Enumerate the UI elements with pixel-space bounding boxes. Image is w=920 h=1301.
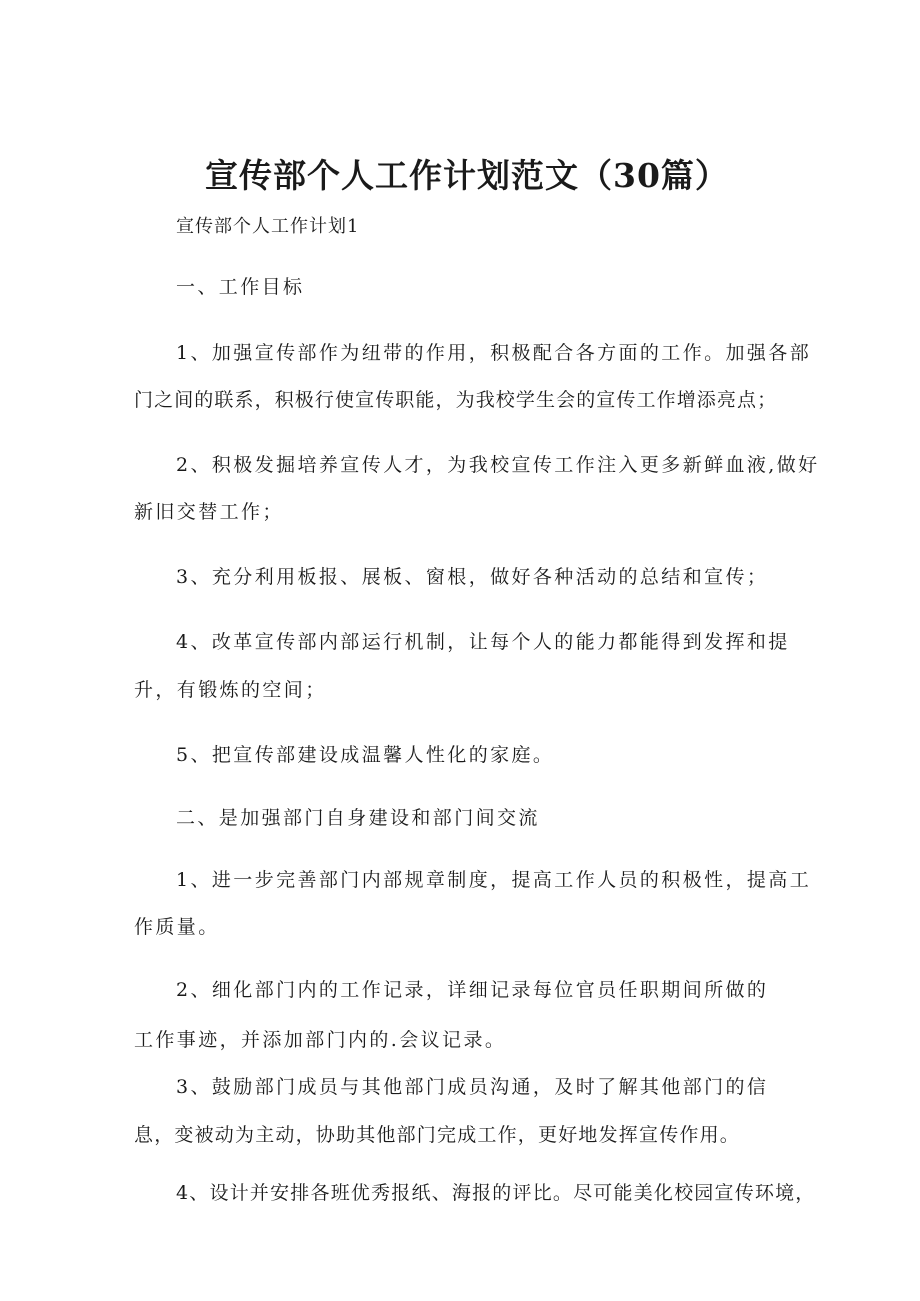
paragraph-line: 3、充分利用板报、展板、窗根，做好各种活动的总结和宣传； — [176, 566, 769, 588]
paragraph-line: 5、把宣传部建设成温馨人性化的家庭。 — [176, 744, 555, 766]
document-title: 宣传部个人工作计划范文（30篇） — [205, 156, 729, 195]
paragraph-line: 息，变被动为主动，协助其他部门完成工作，更好地发挥宣传作用。 — [134, 1124, 741, 1146]
paragraph-line: 作质量。 — [134, 916, 220, 938]
paragraph-line: 工作事迹，并添加部门内的.会议记录。 — [134, 1029, 507, 1051]
section-subtitle: 宣传部个人工作计划1 — [176, 216, 360, 237]
paragraph-line: 2、细化部门内的工作记录，详细记录每位官员任职期间所做的 — [176, 979, 769, 1001]
paragraph-line: 1、加强宣传部作为纽带的作用，积极配合各方面的工作。加强各部 — [176, 342, 812, 364]
paragraph-line: 门之间的联系，积极行使宣传职能，为我校学生会的宣传工作增添亮点； — [134, 389, 778, 411]
paragraph-line: 1、进一步完善部门内部规章制度，提高工作人员的积极性，提高工 — [176, 869, 812, 891]
paragraph-line: 4、设计并安排各班优秀报纸、海报的评比。尽可能美化校园宣传环境， — [176, 1182, 816, 1204]
paragraph-line: 升，有锻炼的空间； — [134, 679, 327, 701]
heading-work-goals: 一、工作目标 — [176, 276, 305, 298]
paragraph-line: 2、积极发掘培养宣传人才，为我校宣传工作注入更多新鲜血液,做好 — [176, 454, 820, 476]
paragraph-line: 新旧交替工作； — [134, 501, 284, 523]
paragraph-line: 3、鼓励部门成员与其他部门成员沟通，及时了解其他部门的信 — [176, 1076, 769, 1098]
heading-dept-building: 二、是加强部门自身建设和部门间交流 — [176, 807, 540, 829]
paragraph-line: 4、改革宣传部内部运行机制，让每个人的能力都能得到发挥和提 — [176, 631, 790, 653]
